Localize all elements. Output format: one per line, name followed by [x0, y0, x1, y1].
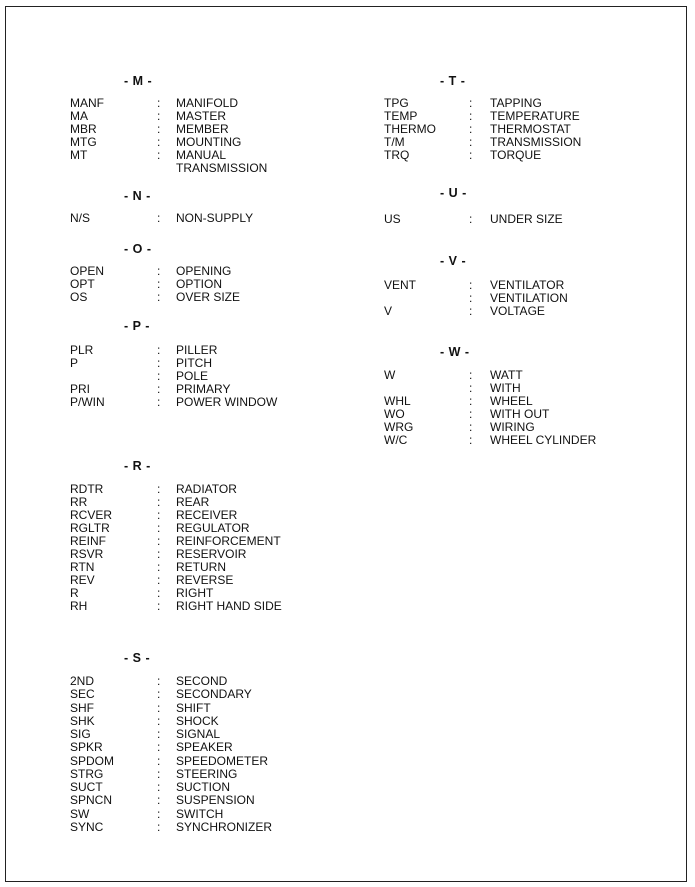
abbreviation-meaning: TORQUE — [490, 148, 542, 162]
separator-colon: : — [157, 369, 161, 383]
separator-colon: : — [469, 420, 473, 434]
abbreviation-meaning: SIGNAL — [176, 727, 221, 741]
abbreviation-meaning: RADIATOR — [176, 482, 237, 496]
separator-colon: : — [157, 547, 161, 561]
abbreviation-meaning: MOUNTING — [176, 135, 242, 149]
abbreviation: RDTR — [70, 482, 104, 496]
separator-colon: : — [469, 381, 473, 395]
abbreviation: SUCT — [70, 780, 103, 794]
section-heading: - U - — [440, 186, 467, 200]
abbreviation: PLR — [70, 343, 94, 357]
abbreviation: WHL — [384, 394, 411, 408]
abbreviation: SPDOM — [70, 753, 115, 768]
abbreviation-meaning: POWER WINDOW — [176, 395, 278, 409]
abbreviation: 2ND — [70, 674, 95, 688]
separator-colon: : — [157, 521, 161, 535]
separator-colon: : — [469, 135, 473, 149]
separator-colon: : — [157, 135, 161, 149]
separator-colon: : — [469, 122, 473, 136]
separator-colon: : — [157, 264, 161, 278]
abbreviation: T/M — [384, 135, 405, 149]
abbreviation-meaning: UNDER SIZE — [490, 212, 563, 226]
abbreviation: MA — [70, 109, 88, 123]
abbreviation: P — [70, 356, 79, 370]
abbreviation: VENT — [384, 278, 417, 292]
separator-colon: : — [469, 304, 473, 318]
separator-colon: : — [157, 727, 161, 741]
abbreviation: OS — [70, 290, 88, 304]
abbreviation-meaning: RIGHT HAND SIDE — [176, 599, 282, 613]
section-heading: - V - — [440, 254, 467, 268]
section-heading: - O - — [124, 242, 152, 256]
abbreviation: TPG — [384, 96, 409, 110]
separator-colon: : — [469, 148, 473, 162]
abbreviation-meaning: MASTER — [176, 109, 227, 123]
abbreviation-meaning: WITH — [490, 381, 521, 395]
separator-colon: : — [157, 713, 161, 728]
abbreviation: REV — [70, 573, 95, 587]
section-heading: - T - — [440, 74, 466, 88]
separator-colon: : — [157, 482, 161, 496]
separator-colon: : — [157, 599, 161, 613]
separator-colon: : — [157, 122, 161, 136]
separator-colon: : — [157, 806, 161, 821]
abbreviation-meaning: REGULATOR — [176, 521, 250, 535]
abbreviation-meaning: STEERING — [176, 766, 238, 781]
separator-colon: : — [157, 277, 161, 291]
section-heading: - W - — [440, 345, 470, 359]
abbreviation: MT — [70, 148, 88, 162]
separator-colon: : — [157, 96, 161, 110]
separator-colon: : — [469, 109, 473, 123]
abbreviation: SW — [70, 806, 90, 821]
abbreviation: RTN — [70, 560, 95, 574]
separator-colon: : — [469, 433, 473, 447]
abbreviation: RGLTR — [70, 521, 110, 535]
abbreviation-meaning: WHEEL CYLINDER — [490, 433, 597, 447]
separator-colon: : — [157, 700, 161, 715]
abbreviation-meaning: PRIMARY — [176, 382, 231, 396]
abbreviation-meaning: TEMPERATURE — [490, 109, 580, 123]
abbreviation-meaning: REVERSE — [176, 573, 234, 587]
abbreviation: WO — [384, 407, 405, 421]
abbreviation: STRG — [70, 766, 104, 781]
abbreviation: WRG — [384, 420, 414, 434]
abbreviation-meaning: MANUAL — [176, 148, 227, 162]
separator-colon: : — [469, 407, 473, 421]
separator-colon: : — [157, 740, 161, 755]
abbreviation-meaning: RETURN — [176, 560, 226, 574]
separator-colon: : — [469, 291, 473, 305]
separator-colon: : — [157, 819, 161, 834]
abbreviation-meaning: SPEEDOMETER — [176, 753, 269, 768]
abbreviation: MANF — [70, 96, 104, 110]
abbreviation: R — [70, 586, 79, 600]
section-heading: - N - — [124, 189, 151, 203]
separator-colon: : — [469, 394, 473, 408]
separator-colon: : — [157, 687, 161, 702]
separator-colon: : — [157, 780, 161, 794]
separator-colon: : — [157, 573, 161, 587]
abbreviation-meaning: OPENING — [176, 264, 232, 278]
abbreviation-meaning: SUSPENSION — [176, 793, 255, 808]
separator-colon: : — [157, 508, 161, 522]
abbreviation: RSVR — [70, 547, 104, 561]
separator-colon: : — [469, 96, 473, 110]
separator-colon: : — [469, 212, 473, 226]
abbreviation: SPNCN — [70, 793, 113, 808]
abbreviation: N/S — [70, 211, 91, 225]
section-heading: - S - — [124, 651, 151, 665]
abbreviation-meaning: SYNCHRONIZER — [176, 819, 273, 834]
abbreviation-meaning: RIGHT — [176, 586, 214, 600]
abbreviation-meaning: PILLER — [176, 343, 218, 357]
abbreviation-meaning: PITCH — [176, 356, 212, 370]
page-frame — [5, 6, 687, 882]
abbreviation-meaning: SECONDARY — [176, 687, 252, 702]
abbreviation: SIG — [70, 727, 91, 741]
separator-colon: : — [157, 674, 161, 688]
abbreviation: THERMO — [384, 122, 436, 136]
abbreviation-meaning: RESERVOIR — [176, 547, 247, 561]
abbreviation-meaning: POLE — [176, 369, 209, 383]
abbreviation: SHK — [70, 713, 95, 728]
separator-colon: : — [157, 148, 161, 162]
abbreviation-meaning: MANIFOLD — [176, 96, 239, 110]
separator-colon: : — [157, 356, 161, 370]
abbreviation-meaning: SHOCK — [176, 713, 219, 728]
abbreviation: US — [384, 212, 401, 226]
separator-colon: : — [157, 343, 161, 357]
abbreviation-meaning: VENTILATION — [490, 291, 568, 305]
abbreviation: P/WIN — [70, 395, 105, 409]
abbreviation: OPEN — [70, 264, 105, 278]
separator-colon: : — [157, 560, 161, 574]
abbreviation: SEC — [70, 687, 95, 702]
abbreviation: TEMP — [384, 109, 418, 123]
separator-colon: : — [469, 368, 473, 382]
separator-colon: : — [157, 382, 161, 396]
section-heading: - M - — [124, 74, 153, 88]
abbreviation: SHF — [70, 700, 94, 715]
abbreviation-meaning: TRANSMISSION — [176, 161, 268, 175]
separator-colon: : — [157, 109, 161, 123]
abbreviation-meaning: SUCTION — [176, 780, 230, 794]
abbreviation: OPT — [70, 277, 95, 291]
abbreviation: SYNC — [70, 819, 104, 834]
section-heading: - P - — [124, 319, 150, 333]
abbreviation: RCVER — [70, 508, 113, 522]
separator-colon: : — [157, 211, 161, 225]
abbreviation: REINF — [70, 534, 106, 548]
abbreviation-meaning: SPEAKER — [176, 740, 233, 755]
abbreviation-meaning: WHEEL — [490, 394, 533, 408]
abbreviation-meaning: TRANSMISSION — [490, 135, 582, 149]
separator-colon: : — [157, 290, 161, 304]
abbreviation-meaning: NON-SUPPLY — [176, 211, 254, 225]
abbreviation-meaning: OVER SIZE — [176, 290, 241, 304]
separator-colon: : — [157, 534, 161, 548]
abbreviation-meaning: MEMBER — [176, 122, 229, 136]
separator-colon: : — [157, 753, 161, 768]
abbreviation-meaning: WATT — [490, 368, 523, 382]
abbreviation-meaning: SWITCH — [176, 806, 224, 821]
abbreviation: TRQ — [384, 148, 410, 162]
separator-colon: : — [157, 766, 161, 781]
abbreviation: MBR — [70, 122, 97, 136]
abbreviation-meaning: WIRING — [490, 420, 535, 434]
abbreviation: RR — [70, 495, 88, 509]
abbreviation-meaning: RECEIVER — [176, 508, 238, 522]
separator-colon: : — [469, 278, 473, 292]
abbreviation-meaning: REINFORCEMENT — [176, 534, 281, 548]
abbreviation: V — [384, 304, 393, 318]
separator-colon: : — [157, 495, 161, 509]
section-heading: - R - — [124, 459, 151, 473]
abbreviation-meaning: REAR — [176, 495, 210, 509]
abbreviation-meaning: THERMOSTAT — [490, 122, 571, 136]
abbreviation: W/C — [384, 433, 408, 447]
separator-colon: : — [157, 586, 161, 600]
abbreviation-meaning: TAPPING — [490, 96, 542, 110]
abbreviation: PRI — [70, 382, 91, 396]
abbreviation-meaning: VOLTAGE — [490, 304, 545, 318]
abbreviation-meaning: SHIFT — [176, 700, 211, 715]
abbreviation: SPKR — [70, 740, 103, 755]
abbreviation: W — [384, 368, 396, 382]
abbreviation-meaning: SECOND — [176, 674, 228, 688]
abbreviation-meaning: WITH OUT — [490, 407, 550, 421]
abbreviation-meaning: OPTION — [176, 277, 223, 291]
abbreviation: MTG — [70, 135, 97, 149]
separator-colon: : — [157, 395, 161, 409]
abbreviation-meaning: VENTILATOR — [490, 278, 565, 292]
separator-colon: : — [157, 793, 161, 808]
abbreviation: RH — [70, 599, 88, 613]
